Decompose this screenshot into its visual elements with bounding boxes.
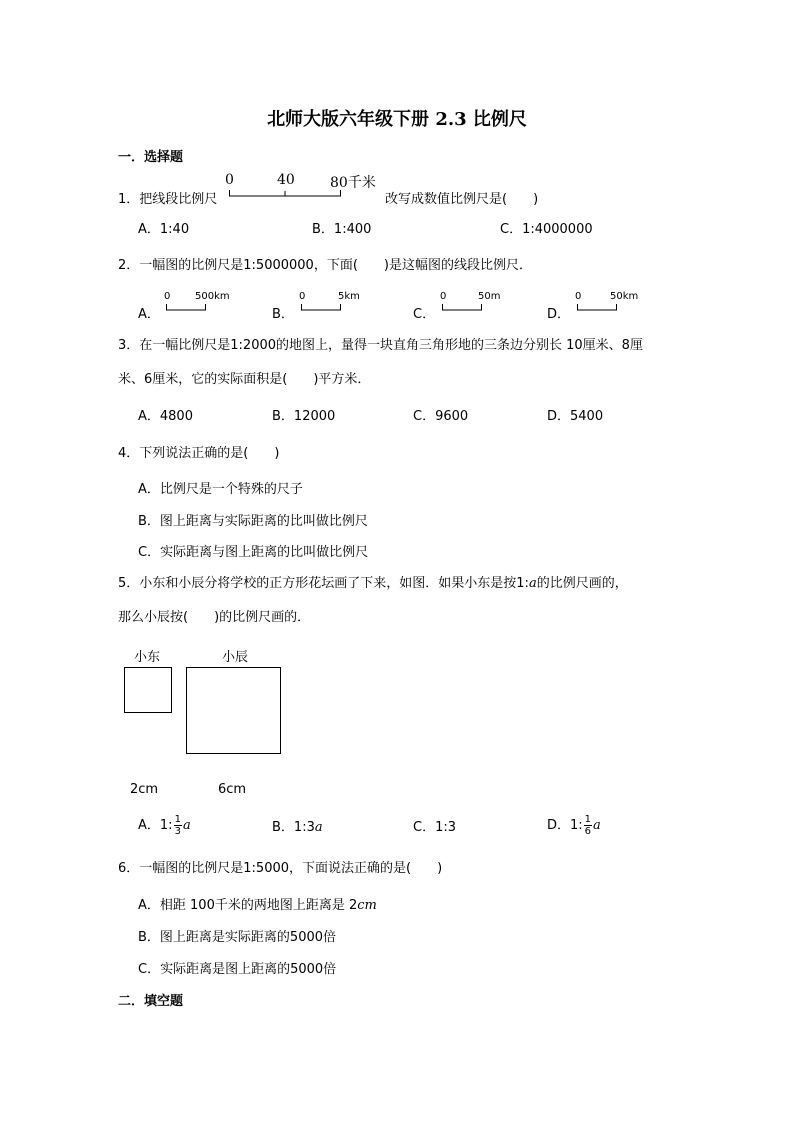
question-3-line1: 3．在一幅比例尺是1:2000的地图上，量得一块直角三角形地的三条边分别长 10厘米、8厘: [118, 338, 643, 353]
q3-option-d[interactable]: D．5400: [547, 409, 604, 424]
q5-option-c-letter: C．: [413, 820, 436, 835]
q5-option-a-prefix: 1:: [159, 818, 173, 833]
q2-option-d-label-right: 50km: [610, 291, 639, 302]
q2-option-a-segment: [166, 304, 210, 312]
q2-option-d-label-left: 0: [575, 291, 582, 302]
q6-option-a-unit: cm: [357, 898, 377, 913]
q5-option-d-denominator: 6: [584, 826, 592, 837]
q5-option-a-denominator: 3: [174, 826, 181, 837]
q5-option-a-numerator: 1: [174, 814, 181, 825]
q3-option-c[interactable]: C．9600: [413, 409, 469, 424]
q3-option-a[interactable]: A．4800: [138, 409, 193, 424]
section-heading-choice: 一．选择题: [118, 150, 184, 165]
q5-size-xiaodong: 2cm: [130, 782, 159, 797]
question-1-suffix: 改写成数值比例尺是( ): [385, 192, 539, 207]
q4-option-c[interactable]: C．实际距离与图上距离的比叫做比例尺: [138, 545, 369, 560]
q6-option-b[interactable]: B．图上距离是实际距离的5000倍: [138, 930, 337, 945]
q5-option-d-numerator: 1: [584, 814, 592, 825]
q2-option-a-letter[interactable]: A．: [138, 307, 160, 322]
question-5-line1-start: 5．小东和小辰分将学校的正方形花坛画了下来，如图．如果小东是按1:: [118, 576, 529, 591]
q5-option-a[interactable]: [138, 814, 191, 837]
q5-option-a-fraction: [174, 814, 182, 837]
q2-option-d-letter[interactable]: D．: [547, 307, 571, 322]
q5-size-xiaochen: 6cm: [218, 782, 247, 797]
q6-option-a[interactable]: [138, 894, 377, 913]
question-5-line1: [118, 572, 628, 591]
q5-option-c[interactable]: [413, 816, 456, 835]
q2-option-b-letter[interactable]: B．: [272, 307, 294, 322]
q2-option-c-label-left: 0: [440, 291, 447, 302]
q4-option-b[interactable]: B．图上距离与实际距离的比叫做比例尺: [138, 514, 368, 529]
q5-option-d-fraction: [584, 814, 592, 837]
q2-option-b-label-left: 0: [299, 291, 306, 302]
q1-option-c[interactable]: C．1:4000000: [500, 222, 593, 237]
q5-option-b-letter: B．: [272, 820, 294, 835]
page-title: 北师大版六年级下册 2.3 比例尺: [267, 109, 527, 130]
question-3-line2: 米、6厘米，它的实际面积是( )平方米．: [118, 372, 371, 387]
q5-option-a-letter: A．: [138, 818, 160, 833]
question-6-text: 6．一幅图的比例尺是1:5000，下面说法正确的是( ): [118, 861, 443, 876]
q1-scale-label-80: 80千米: [330, 175, 376, 191]
q1-line-segment-scale: [229, 190, 349, 202]
q5-label-xiaochen: 小辰: [222, 650, 249, 665]
section-heading-fill-in: 二．填空题: [118, 994, 184, 1009]
q2-option-a-label-left: 0: [164, 291, 171, 302]
q5-option-d-variable: a: [593, 818, 601, 833]
q1-option-a[interactable]: A．1:40: [138, 222, 190, 237]
q2-option-b-segment: [301, 304, 345, 312]
q5-option-b-prefix: 1:3: [293, 820, 315, 835]
q2-option-c-letter[interactable]: C．: [413, 307, 436, 322]
q5-square-xiaodong: [124, 667, 172, 713]
q2-option-c-segment: [442, 304, 486, 312]
q5-option-b[interactable]: [272, 816, 323, 835]
q2-option-a-label-right: 500km: [195, 291, 230, 302]
q5-option-b-variable: a: [314, 820, 323, 835]
q4-option-a[interactable]: A．比例尺是一个特殊的尺子: [138, 482, 303, 497]
q5-option-d-prefix: 1:: [570, 818, 583, 833]
question-2-text: 2．一幅图的比例尺是1:5000000，下面( )是这幅图的线段比例尺．: [118, 258, 532, 273]
q6-option-c[interactable]: C．实际距离是图上距离的5000倍: [138, 962, 337, 977]
question-5-line2: 那么小辰按( )的比例尺画的．: [118, 610, 311, 625]
q6-option-a-text: A．相距 100千米的两地图上距离是 2: [138, 898, 358, 913]
question-5-line1-end: 的比例尺画的，: [536, 576, 628, 591]
q2-option-c-label-right: 50m: [478, 291, 501, 302]
q5-option-c-text: 1:3: [435, 820, 456, 835]
q2-option-b-label-right: 5km: [338, 291, 360, 302]
q1-scale-label-0: 0: [225, 172, 234, 188]
q3-option-b[interactable]: B．12000: [272, 409, 336, 424]
q2-option-d-segment: [577, 304, 621, 312]
q5-label-xiaodong: 小东: [134, 650, 161, 665]
q5-square-xiaochen: [186, 667, 281, 754]
question-4-text: 4．下列说法正确的是( ): [118, 446, 280, 461]
q5-option-a-variable: a: [182, 818, 191, 833]
q5-option-d[interactable]: [547, 814, 601, 837]
q1-option-b[interactable]: B．1:400: [312, 222, 372, 237]
question-5-variable-a: a: [528, 576, 537, 591]
question-1-prefix: 1．把线段比例尺: [118, 192, 218, 207]
q1-scale-label-40: 40: [277, 172, 295, 188]
q5-option-d-letter: D．: [547, 818, 571, 833]
